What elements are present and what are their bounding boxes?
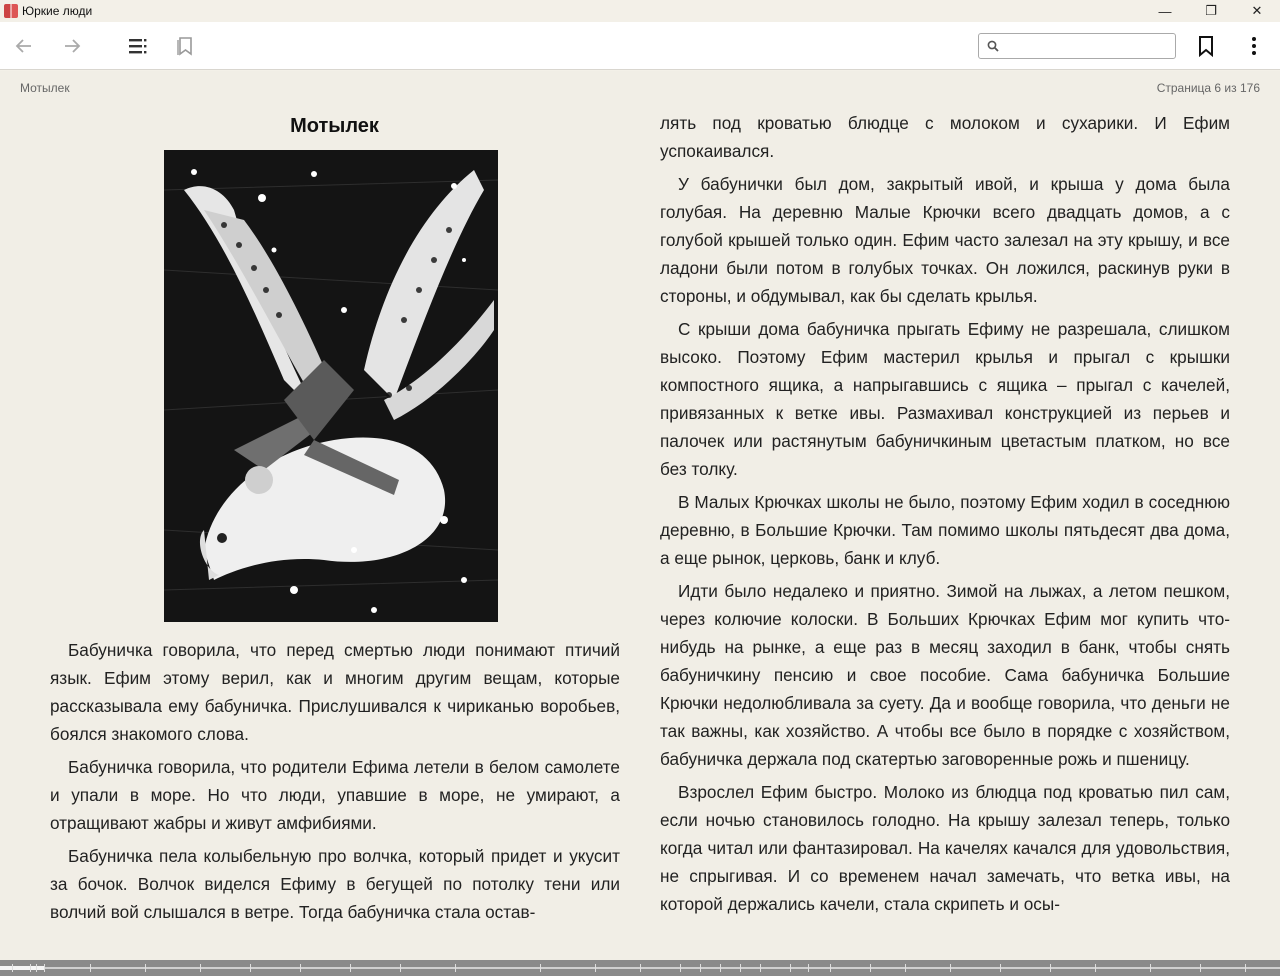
- chapter-tick: [250, 964, 251, 972]
- chapter-title: Мотылек: [290, 115, 379, 137]
- chapter-tick: [36, 964, 37, 972]
- chapter-tick: [640, 964, 641, 972]
- bookmark-icon[interactable]: [1194, 34, 1218, 58]
- paragraph: Бабуничка говорила, что перед смертью люди понимают птичий язык. Ефим этому верил, как и многим другим вещам, которые рассказывала ему бабуничка. Прислушивался к чириканью воробьев, боялся знакомого слова.: [50, 640, 620, 744]
- chapter-tick: [90, 964, 91, 972]
- bird-and-boy-illustration: [164, 150, 498, 622]
- chapter-tick: [760, 964, 761, 972]
- chapter-tick: [595, 964, 596, 972]
- chapter-tick: [145, 964, 146, 972]
- chapter-tick: [200, 964, 201, 972]
- page-counter: Страница 6 из 176: [1156, 81, 1260, 95]
- paragraph: Идти было недалеко и приятно. Зимой на лыжах, а летом пешком, через колючие колоски. В Больших Крючках Ефим мог купить что-нибудь на рынке, а еще раз в месяц заходил в банк, чтобы снять бабуничкину пенсию и свое пособие. Сама бабуничка Большие Крючки недолюбливала за суету. Да и вообще говорила, что деньги не так важны, как хозяйство. А чтобы все было в порядке с хозяйством, бабуничка держала под скатертью заговоренные рожь и пшеницу.: [660, 581, 1230, 769]
- paragraph: С крыши дома бабуничка прыгать Ефиму не разрешала, слишком высоко. Поэтому Ефим мастерил крылья и прыгал с крышки компостного ящика, а напрыгавшись с ящика – прыгал с качелей, привязанных к ветке ивы. Размахивал конструкцией из перьев и палочек или растянутым бабуничкиным цветастым платком, но все без толку.: [660, 319, 1230, 479]
- chapter-tick: [350, 964, 351, 972]
- chapter-tick: [830, 964, 831, 972]
- chapter-tick: [808, 964, 809, 972]
- chapter-tick: [700, 964, 701, 972]
- chapter-tick: [400, 964, 401, 972]
- chapter-tick: [1200, 964, 1201, 972]
- search-input[interactable]: [1005, 36, 1171, 56]
- table-of-contents-icon[interactable]: [126, 34, 150, 58]
- chapter-tick: [950, 964, 951, 972]
- back-arrow-icon[interactable]: [12, 34, 36, 58]
- chapter-tick: [790, 964, 791, 972]
- chapter-tick: [870, 964, 871, 972]
- chapter-tick: [44, 964, 45, 972]
- forward-arrow-icon[interactable]: [60, 34, 84, 58]
- paragraph: Бабуничка пела колыбельную про волчка, который придет и укусит за бочок. Волчок виделся Ефиму в бегущей по потолку тени или волчий вой слышался в ветре. Тогда бабуничка стала остав-: [50, 846, 620, 922]
- paragraph: В Малых Крючках школы не было, поэтому Ефим ходил в соседнюю деревню, в Большие Крючки. Там помимо школы пятьдесят два дома, а еще рынок, церковь, банк и клуб.: [660, 492, 1230, 568]
- window-controls: [1142, 0, 1280, 22]
- chapter-tick: [30, 964, 31, 972]
- reading-page[interactable]: [0, 71, 1280, 960]
- chapter-tick: [1050, 964, 1051, 972]
- bookmarks-list-icon[interactable]: [174, 34, 198, 58]
- chapter-tick: [680, 964, 681, 972]
- running-header-chapter: Мотылек: [20, 81, 70, 95]
- chapter-tick: [905, 964, 906, 972]
- paragraph-continuation: лять под кроватью блюдце с молоком и сухарики. И Ефим успокаивался.: [660, 113, 1230, 161]
- chapter-tick: [1095, 964, 1096, 972]
- chapter-tick: [1150, 964, 1151, 972]
- chapter-tick: [455, 964, 456, 972]
- chapter-tick: [720, 964, 721, 972]
- paragraph: Бабуничка говорила, что родители Ефима летели в белом самолете и упали в море. Но что люди, упавшие в море, не умирают, а отращивают жабры и живут амфибиями.: [50, 757, 620, 833]
- window-titlebar: [0, 0, 1280, 22]
- search-box[interactable]: [978, 33, 1176, 59]
- close-button[interactable]: ✕: [1251, 3, 1263, 18]
- chapter-tick: [740, 964, 741, 972]
- window-title: Юркие люди: [22, 4, 93, 18]
- paragraph: У бабунички был дом, закрытый ивой, и крыша у дома была голубая. На деревню Малые Крючки всего двадцать домов, а с голубой крышей только один. Ефим часто залезал на эту крышу, и все ладони были потом в голубых точках. Он ложился, раскинув руки в стороны, и обдумывал, как бы сделать крылья.: [660, 174, 1230, 306]
- right-column: [660, 109, 1230, 923]
- chapter-tick: [12, 964, 13, 972]
- minimize-button[interactable]: —: [1158, 3, 1172, 19]
- reading-progress-bar[interactable]: [0, 960, 1280, 976]
- search-icon: [987, 40, 999, 52]
- chapter-tick: [300, 964, 301, 972]
- paragraph: Взрослел Ефим быстро. Молоко из блюдца под кроватью пил сам, если ночью становилось голодно. На крышу залезал теперь, только когда читал или фантазировал. На качелях качался для удовольствия, не спрыгивая. И со временем начал замечать, что ветка ивы, на которой держались качели, стала скрипеть и осы-: [660, 782, 1230, 914]
- toolbar: [0, 22, 1280, 70]
- progress-fill: [0, 966, 44, 970]
- maximize-button[interactable]: ❐: [1205, 3, 1217, 18]
- chapter-tick: [540, 964, 541, 972]
- chapter-tick: [1000, 964, 1001, 972]
- chapter-tick: [1245, 964, 1246, 972]
- left-column: [50, 115, 620, 931]
- app-icon: [4, 4, 18, 18]
- more-options-icon[interactable]: [1242, 34, 1266, 58]
